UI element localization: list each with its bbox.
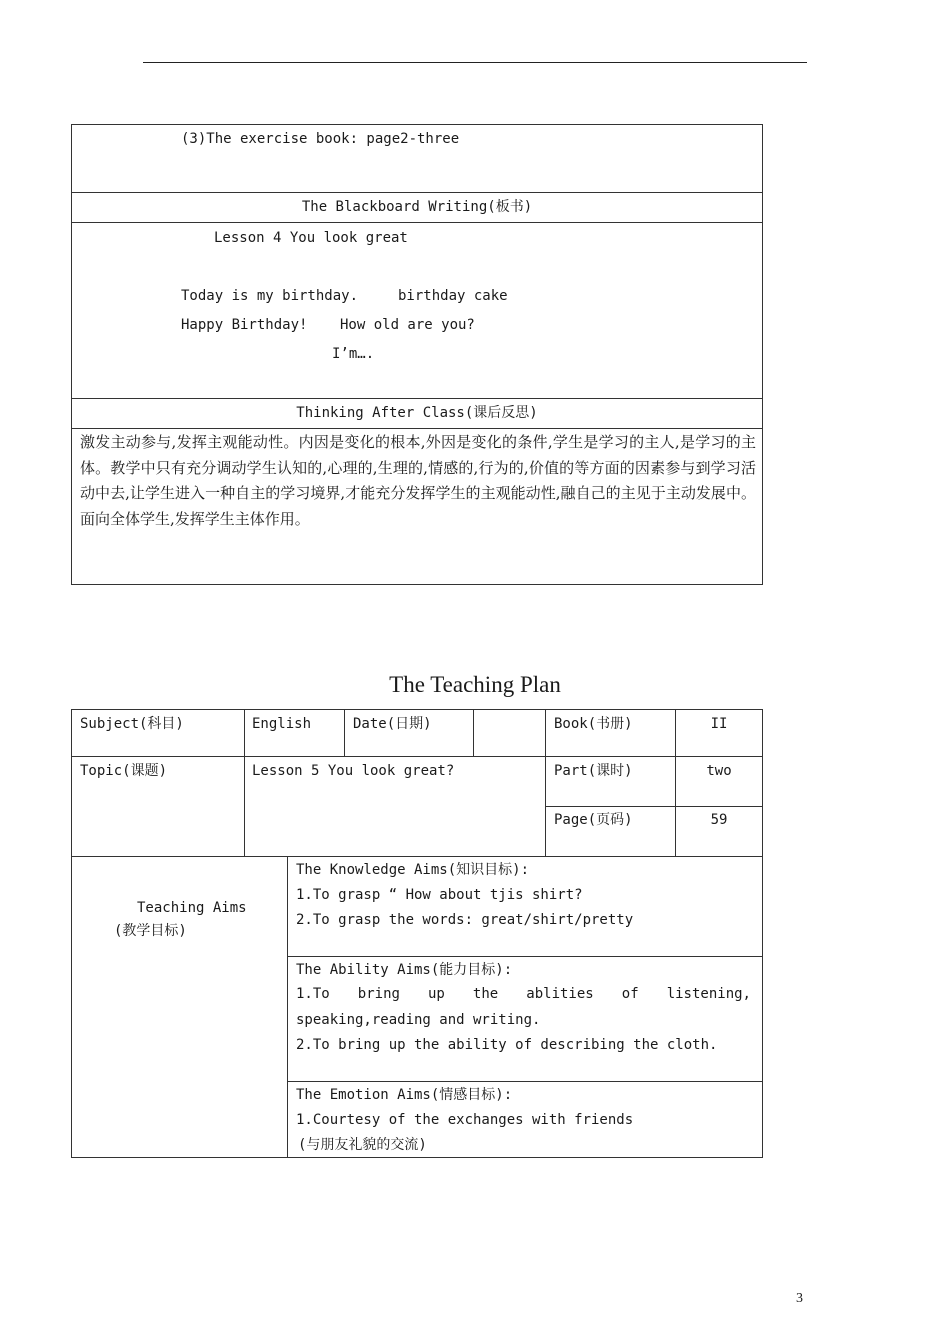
col-divider xyxy=(473,709,474,756)
row-divider xyxy=(71,856,763,857)
col-divider xyxy=(545,709,546,856)
emotion-item-1-cn: (与朋友礼貌的交流) xyxy=(298,1137,427,1153)
plan-title: The Teaching Plan xyxy=(389,672,561,697)
col-divider xyxy=(287,856,288,1158)
knowledge-heading: The Knowledge Aims(知识目标): xyxy=(296,862,530,878)
topic-value: Lesson 5 You look great? xyxy=(252,763,455,779)
aims-label-cn: (教学目标) xyxy=(114,923,187,939)
date-label: Date(日期) xyxy=(353,716,432,732)
book-label: Book(书册) xyxy=(554,716,633,732)
row-divider xyxy=(71,192,763,193)
aims-label-en: Teaching Aims xyxy=(137,900,247,916)
row-divider xyxy=(71,756,763,757)
ability-heading: The Ability Aims(能力目标): xyxy=(296,962,513,978)
ability-word: up xyxy=(428,986,445,1002)
row-divider xyxy=(545,806,763,807)
col-divider xyxy=(344,709,345,756)
knowledge-item-1: 1.To grasp “ How about tjis shirt? xyxy=(296,887,583,903)
exercise-line: (3)The exercise book: page2-three xyxy=(181,131,460,147)
reflection-text: 激发主动参与,发挥主观能动性。内因是变化的根本,外因是变化的条件,学生是学习的主人,是学习的主体。教学中只有充分调动学生认知的,心理的,生理的,情感的,行为的,价值的等方面的因素参与到学习活动中去,让学生进入一种自主的学习境界,才能充分发挥学生的主观能动性,融自己的主见于主动发展中。面向全体学生,发挥学生主体作用。 xyxy=(80,433,756,528)
row-divider xyxy=(71,398,763,399)
blackboard-line1-a: Today is my birthday. xyxy=(181,288,359,304)
blackboard-line2-a: Happy Birthday! xyxy=(181,317,308,333)
row-divider xyxy=(71,222,763,223)
ability-word: bring xyxy=(357,986,400,1002)
knowledge-item-2: 2.To grasp the words: great/shirt/pretty xyxy=(296,912,634,928)
ability-word: listening, xyxy=(666,986,751,1002)
page-number: 3 xyxy=(796,1291,803,1306)
emotion-heading: The Emotion Aims(情感目标): xyxy=(296,1087,513,1103)
ability-item-2: 2.To bring up the ability of describing the cloth. xyxy=(296,1037,718,1053)
page-label: Page(页码) xyxy=(554,812,633,828)
ability-word: the xyxy=(472,986,499,1002)
page-value: 59 xyxy=(710,812,728,828)
row-divider xyxy=(71,428,763,429)
blackboard-heading: The Blackboard Writing(板书) xyxy=(301,199,533,215)
topic-label: Topic(课题) xyxy=(80,763,168,779)
blackboard-line2-b: How old are you? xyxy=(340,317,475,333)
ability-word: ablities xyxy=(526,986,594,1002)
blackboard-title: Lesson 4 You look great xyxy=(214,230,408,246)
col-divider xyxy=(244,709,245,856)
ability-item-1-cont: speaking,reading and writing. xyxy=(296,1012,541,1028)
ability-word: of xyxy=(621,986,639,1002)
row-divider xyxy=(287,956,763,957)
part-value: two xyxy=(706,763,732,779)
ability-word: 1.To xyxy=(296,986,330,1002)
blackboard-line3: I’m…. xyxy=(332,346,375,362)
subject-value: English xyxy=(252,716,312,732)
book-value: II xyxy=(710,716,728,732)
row-divider xyxy=(287,1081,763,1082)
ability-item-1 xyxy=(296,986,751,1002)
blackboard-line1-b: birthday cake xyxy=(398,288,508,304)
emotion-item-1: 1.Courtesy of the exchanges with friends xyxy=(296,1112,634,1128)
part-label: Part(课时) xyxy=(554,763,633,779)
subject-label: Subject(科目) xyxy=(80,716,184,732)
header-rule xyxy=(143,62,807,63)
reflection-heading: Thinking After Class(课后反思) xyxy=(296,405,538,421)
